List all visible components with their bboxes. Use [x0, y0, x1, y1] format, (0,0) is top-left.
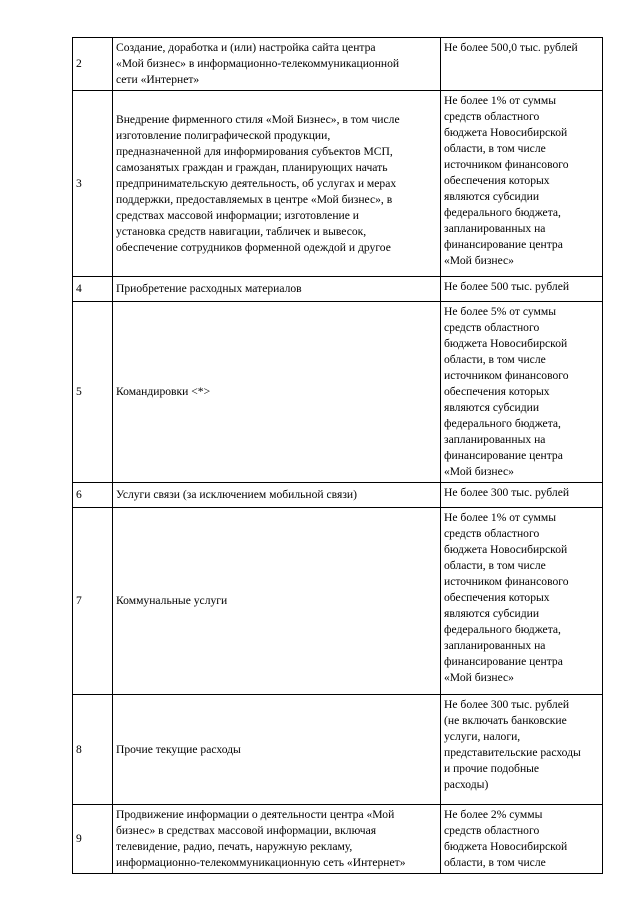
expense-limit: Не более 1% от суммы средств областного бюджета Новосибирской области, в том числе источником финансового обеспечения которых являются субсидии федерального бюджета, запланированных на финансирование центра «Мой бизнес»: [441, 508, 603, 695]
expense-limit: Не более 5% от суммы средств областного бюджета Новосибирской области, в том числе источником финансового обеспечения которых являются субсидии федерального бюджета, запланированных на финансирование центра «Мой бизнес»: [441, 302, 603, 483]
row-number: 9: [73, 805, 113, 874]
expense-limit: Не более 500,0 тыс. рублей: [441, 38, 603, 91]
expense-item: Коммунальные услуги: [113, 508, 441, 695]
table-row: [73, 38, 603, 91]
expense-limit: Не более 500 тыс. рублей: [441, 277, 603, 302]
row-number: 7: [73, 508, 113, 695]
row-number: 5: [73, 302, 113, 483]
expense-limit: Не более 1% от суммы средств областного бюджета Новосибирской области, в том числе источником финансового обеспечения которых являются субсидии федерального бюджета, запланированных на финансирование центра «Мой бизнес»: [441, 91, 603, 277]
table-row: [73, 277, 603, 302]
table-row: [73, 91, 603, 277]
expense-item: Услуги связи (за исключением мобильной связи): [113, 483, 441, 508]
row-number: 4: [73, 277, 113, 302]
expense-limit: Не более 300 тыс. рублей: [441, 483, 603, 508]
expense-item: Командировки <*>: [113, 302, 441, 483]
row-number: 6: [73, 483, 113, 508]
expense-item: Прочие текущие расходы: [113, 695, 441, 805]
expense-item: Внедрение фирменного стиля «Мой Бизнес», в том числе изготовление полиграфической продукции, предназначенной для информирования субъектов МСП, самозанятых граждан и граждан, планирующих начать предпринимательскую деятельность, об услугах и мерах поддержки, предоставляемых в центре «Мой бизнес», в средствах массовой информации; изготовление и установка средств навигации, табличек и вывесок, обеспечение сотрудников форменной одеждой и другое: [113, 91, 441, 277]
row-number: 3: [73, 91, 113, 277]
row-number: 8: [73, 695, 113, 805]
table-row: [73, 508, 603, 695]
expense-item: Создание, доработка и (или) настройка сайта центра «Мой бизнес» в информационно-телекоммуникационной сети «Интернет»: [113, 38, 441, 91]
expense-item: Продвижение информации о деятельности центра «Мой бизнес» в средствах массовой информации, включая телевидение, радио, печать, наружную рекламу, информационно-телекоммуникационную сеть «Интернет»: [113, 805, 441, 874]
table-row: [73, 695, 603, 805]
expense-limit: Не более 2% суммы средств областного бюджета Новосибирской области, в том числе: [441, 805, 603, 874]
row-number: 2: [73, 38, 113, 91]
expense-limit: Не более 300 тыс. рублей (не включать банковские услуги, налоги, представительские расходы и прочие подобные расходы): [441, 695, 603, 805]
table-row: [73, 302, 603, 483]
expense-limits-table: [72, 37, 603, 874]
table-row: [73, 483, 603, 508]
expense-item: Приобретение расходных материалов: [113, 277, 441, 302]
table-row: [73, 805, 603, 874]
